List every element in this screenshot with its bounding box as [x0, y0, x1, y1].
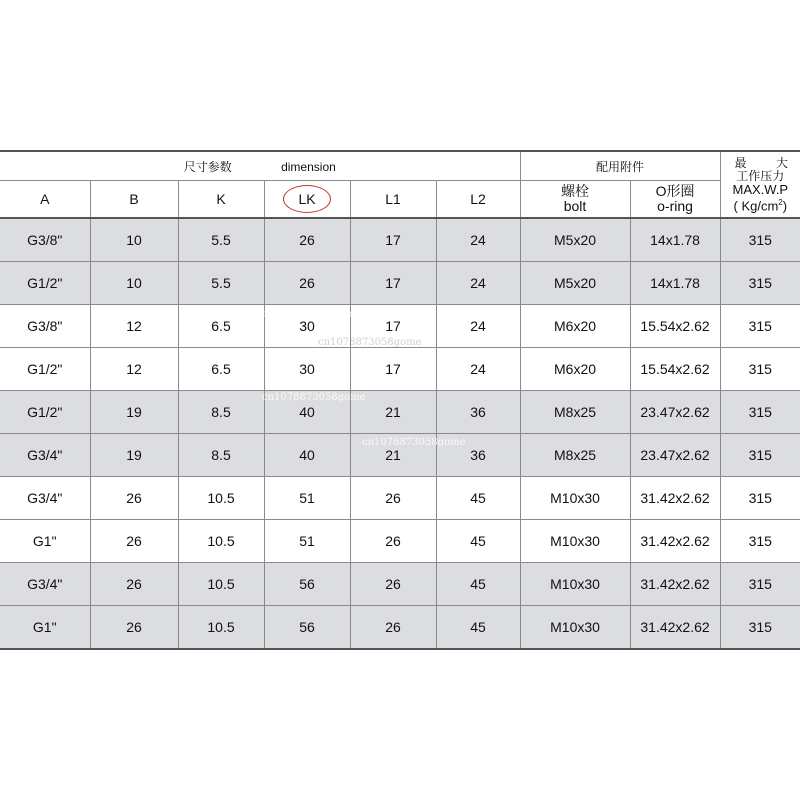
cell-l2: 45: [436, 520, 520, 563]
cell-b: 26: [90, 563, 178, 606]
cell-b: 10: [90, 218, 178, 262]
cell-l2: 24: [436, 262, 520, 305]
cell-lk: 40: [264, 434, 350, 477]
cell-a: G3/4": [0, 434, 90, 477]
cell-b: 19: [90, 391, 178, 434]
cell-oring: 31.42x2.62: [630, 520, 720, 563]
cell-pressure: 315: [720, 563, 800, 606]
cell-l2: 24: [436, 218, 520, 262]
cell-pressure: 315: [720, 348, 800, 391]
cell-bolt: M8x25: [520, 391, 630, 434]
cell-b: 10: [90, 262, 178, 305]
cell-pressure: 315: [720, 391, 800, 434]
cell-bolt: M10x30: [520, 606, 630, 650]
cell-bolt: M6x20: [520, 305, 630, 348]
cell-l1: 17: [350, 218, 436, 262]
cell-oring: 31.42x2.62: [630, 477, 720, 520]
cell-l2: 45: [436, 477, 520, 520]
cell-a: G3/4": [0, 563, 90, 606]
cell-bolt: M5x20: [520, 218, 630, 262]
cell-lk: 56: [264, 563, 350, 606]
cell-k: 5.5: [178, 218, 264, 262]
dimension-table: [0, 150, 800, 650]
cell-pressure: 315: [720, 305, 800, 348]
cell-lk: 30: [264, 305, 350, 348]
watermark-text: cn1078873058gome: [318, 337, 422, 348]
cell-b: 26: [90, 606, 178, 650]
cell-lk: 30: [264, 348, 350, 391]
col-header-l1: L1: [350, 181, 436, 219]
cell-l2: 45: [436, 606, 520, 650]
cell-k: 10.5: [178, 606, 264, 650]
watermark-text: cn1078873058gome: [258, 309, 362, 320]
cell-l1: 26: [350, 563, 436, 606]
watermark-text: cn1078873058gome: [262, 392, 366, 403]
cell-lk: 26: [264, 262, 350, 305]
cell-lk: 26: [264, 218, 350, 262]
pressure-zh-3: 工作压力: [736, 168, 785, 183]
cell-bolt: M10x30: [520, 563, 630, 606]
accessories-group-header: [520, 151, 720, 181]
cell-pressure: 315: [720, 520, 800, 563]
cell-lk: 40: [264, 391, 350, 434]
cell-l1: 21: [350, 391, 436, 434]
pressure-en-label: MAX.W.P: [732, 181, 789, 197]
cell-l1: 17: [350, 348, 436, 391]
cell-l1: 17: [350, 262, 436, 305]
col-header-b: B: [90, 181, 178, 219]
cell-lk: 51: [264, 477, 350, 520]
cell-l2: 36: [436, 434, 520, 477]
cell-lk: 51: [264, 520, 350, 563]
cell-l1: 17: [350, 305, 436, 348]
dimension-zh-label: 尺寸参数: [183, 159, 232, 174]
cell-a: G3/4": [0, 477, 90, 520]
oring-en-label: o-ring: [657, 198, 693, 214]
cell-a: G1": [0, 520, 90, 563]
table-row: [0, 606, 800, 650]
cell-a: G1/2": [0, 348, 90, 391]
table-row: [0, 520, 800, 563]
cell-k: 10.5: [178, 563, 264, 606]
table-row: [0, 348, 800, 391]
col-header-bolt: [520, 181, 630, 219]
dimension-group-header: [0, 151, 520, 181]
cell-bolt: M6x20: [520, 348, 630, 391]
column-header-row: [0, 181, 800, 219]
cell-k: 8.5: [178, 391, 264, 434]
table-row: [0, 563, 800, 606]
cell-oring: 31.42x2.62: [630, 563, 720, 606]
table-row: [0, 305, 800, 348]
cell-b: 19: [90, 434, 178, 477]
cell-pressure: 315: [720, 262, 800, 305]
pressure-zh-1: 最: [734, 155, 747, 170]
cell-oring: 15.54x2.62: [630, 305, 720, 348]
cell-k: 6.5: [178, 305, 264, 348]
cell-l2: 24: [436, 348, 520, 391]
pressure-zh-2: 大: [776, 155, 789, 170]
cell-oring: 31.42x2.62: [630, 606, 720, 650]
cell-bolt: M5x20: [520, 262, 630, 305]
cell-l2: 24: [436, 305, 520, 348]
pressure-unit-label: ( $Kg/cm^2$): [733, 197, 788, 214]
group-header-row: [0, 151, 800, 181]
cell-pressure: 315: [720, 477, 800, 520]
cell-a: G3/8": [0, 218, 90, 262]
cell-l1: 21: [350, 434, 436, 477]
cell-b: 26: [90, 520, 178, 563]
cell-bolt: M10x30: [520, 477, 630, 520]
cell-a: G1": [0, 606, 90, 650]
max-pressure-header: [720, 151, 800, 218]
cell-l1: 26: [350, 520, 436, 563]
cell-k: 8.5: [178, 434, 264, 477]
cell-l2: 45: [436, 563, 520, 606]
dimension-en-label: dimension: [281, 159, 336, 174]
cell-pressure: 315: [720, 434, 800, 477]
lk-circled-label: LK: [283, 185, 331, 213]
cell-k: 10.5: [178, 477, 264, 520]
cell-a: G3/8": [0, 305, 90, 348]
cell-l1: 26: [350, 477, 436, 520]
cell-bolt: M10x30: [520, 520, 630, 563]
cell-b: 12: [90, 348, 178, 391]
table-row: [0, 434, 800, 477]
cell-oring: 14x1.78: [630, 218, 720, 262]
cell-pressure: 315: [720, 218, 800, 262]
cell-oring: 15.54x2.62: [630, 348, 720, 391]
cell-k: 10.5: [178, 520, 264, 563]
col-header-a: A: [0, 181, 90, 219]
bolt-en-label: bolt: [563, 198, 587, 214]
cell-l2: 36: [436, 391, 520, 434]
cell-a: G1/2": [0, 262, 90, 305]
col-header-oring: [630, 181, 720, 219]
accessories-zh-label: 配用附件: [596, 159, 645, 174]
cell-k: 6.5: [178, 348, 264, 391]
table-row: [0, 262, 800, 305]
cell-a: G1/2": [0, 391, 90, 434]
table-body: [0, 218, 800, 649]
cell-oring: 23.47x2.62: [630, 434, 720, 477]
table-row: [0, 391, 800, 434]
table-row: [0, 218, 800, 262]
cell-oring: 23.47x2.62: [630, 391, 720, 434]
col-header-lk: [264, 181, 350, 219]
cell-lk: 56: [264, 606, 350, 650]
bolt-zh-label: 螺栓: [561, 183, 590, 199]
cell-b: 26: [90, 477, 178, 520]
cell-oring: 14x1.78: [630, 262, 720, 305]
watermark-text: cn1078873058gome: [362, 437, 466, 448]
col-header-l2: L2: [436, 181, 520, 219]
col-header-k: K: [178, 181, 264, 219]
table-row: [0, 477, 800, 520]
cell-l1: 26: [350, 606, 436, 650]
cell-pressure: 315: [720, 606, 800, 650]
cell-bolt: M8x25: [520, 434, 630, 477]
cell-k: 5.5: [178, 262, 264, 305]
oring-zh-label: O形圈: [655, 183, 695, 199]
cell-b: 12: [90, 305, 178, 348]
